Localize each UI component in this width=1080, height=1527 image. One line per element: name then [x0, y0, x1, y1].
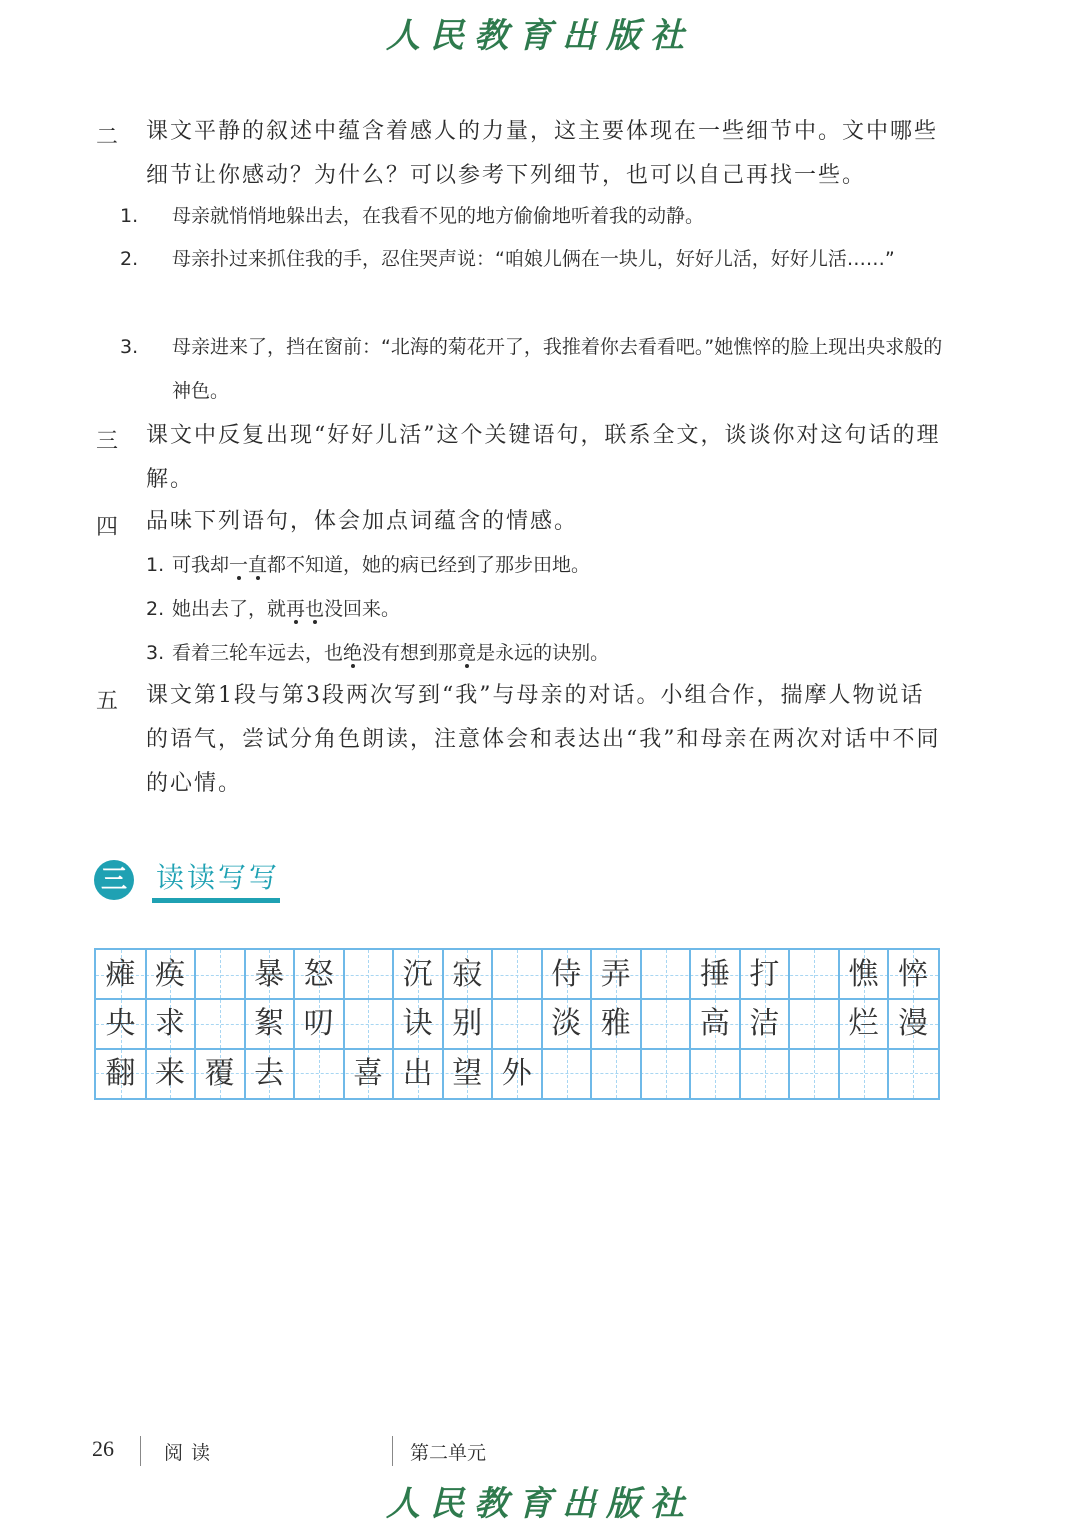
question-number: 三 — [96, 429, 119, 454]
item-number: 3. — [146, 642, 165, 664]
page-number: 26 — [92, 1436, 114, 1461]
grid-cell: 侍 — [551, 957, 582, 992]
question-text: 品味下列语句，体会加点词蕴含的情感。 — [146, 509, 579, 534]
grid-cell — [344, 950, 393, 999]
publisher-logo-top: 人民教育出版社 — [386, 16, 694, 56]
grid-cell — [492, 999, 541, 1048]
grid-cell — [839, 1049, 888, 1098]
grid-cell: 痪 — [155, 957, 186, 992]
grid-cell: 雅 — [600, 1006, 631, 1042]
dotted-char: 也 — [305, 598, 325, 620]
grid-cell — [888, 1049, 937, 1098]
item-text: 可我却 — [172, 554, 230, 576]
grid-cell — [641, 1049, 690, 1098]
section-number-icon: 三 — [94, 860, 134, 900]
item-text: 母亲扑过来抓住我的手，忍住哭声说：“咱娘儿俩在一块儿，好好儿活，好好儿活……” — [172, 248, 895, 270]
grid-cell: 暴 — [254, 957, 285, 992]
question-4 — [96, 500, 946, 544]
footer-unit-label: 第二单元 — [410, 1442, 487, 1464]
item-text: 看着三轮车远去，也 — [172, 642, 344, 664]
item-text: 没有想到那 — [362, 642, 458, 664]
question-text: 课文中反复出现“好好儿活”这个关键语句，联系全文，谈谈你对这句话的理解。 — [146, 423, 941, 492]
item-text: 母亲就悄悄地躲出去，在我看不见的地方偷偷地听着我的动静。 — [172, 205, 705, 227]
grid-cell: 漫 — [897, 1006, 928, 1042]
grid-cell: 喜 — [353, 1055, 384, 1091]
item-text: 没回来。 — [324, 598, 401, 620]
grid-cell: 求 — [155, 1006, 186, 1042]
section-underline — [152, 898, 280, 903]
grid-cell — [641, 999, 690, 1048]
grid-cell: 叨 — [303, 1006, 334, 1042]
grid-cell: 高 — [699, 1006, 730, 1042]
footer-divider — [140, 1436, 141, 1466]
grid-cell: 洁 — [749, 1006, 780, 1042]
grid-cell — [195, 999, 244, 1048]
publisher-logo-bottom: 人民教育出版社 — [386, 1484, 694, 1524]
item-text: 母亲进来了，挡在窗前：“北海的菊花开了，我推着你去看看吧。”她憔悴的脸上现出央求般的神色。 — [172, 336, 943, 402]
dotted-word — [286, 598, 324, 620]
question-3 — [96, 414, 946, 502]
dotted-word: 绝 — [343, 642, 363, 664]
grid-cell — [740, 1049, 789, 1098]
item-text: 她出去了，就 — [172, 598, 287, 620]
grid-cell: 来 — [155, 1055, 186, 1091]
footer-divider — [392, 1436, 393, 1466]
grid-cell — [789, 999, 838, 1048]
question-2 — [96, 110, 946, 198]
grid-cell: 别 — [452, 1006, 483, 1042]
grid-cell: 翻 — [105, 1055, 136, 1091]
q2-item-1 — [120, 194, 946, 238]
grid-cell: 捶 — [699, 957, 730, 992]
vocab-grid — [94, 948, 940, 1100]
grid-cell — [294, 1049, 343, 1098]
grid-cell: 央 — [105, 1006, 136, 1042]
q4-item-1 — [146, 543, 946, 587]
question-number: 二 — [96, 125, 119, 150]
q4-item-2 — [146, 587, 946, 631]
grid-cell: 怒 — [303, 957, 334, 992]
grid-cell: 絮 — [254, 1006, 285, 1042]
question-5 — [96, 674, 946, 806]
grid-cell: 淡 — [551, 1006, 582, 1042]
grid-cell: 悴 — [897, 957, 928, 992]
grid-cell: 烂 — [848, 1006, 879, 1042]
item-text: 是永远的诀别。 — [476, 642, 610, 664]
section-title: 读读写写 — [156, 861, 281, 894]
dotted-word: 竟 — [457, 642, 477, 664]
footer-section-label: 阅读 — [164, 1442, 219, 1464]
dotted-char: 一 — [229, 554, 249, 576]
section-header — [94, 856, 294, 908]
grid-cell: 弄 — [600, 957, 631, 992]
item-number: 1. — [146, 554, 165, 576]
grid-cell — [195, 950, 244, 999]
grid-cell: 出 — [402, 1055, 433, 1091]
grid-cell: 沉 — [402, 957, 433, 992]
grid-cell — [789, 950, 838, 999]
q4-item-3 — [146, 631, 946, 675]
question-number: 四 — [96, 515, 119, 540]
grid-cell — [344, 999, 393, 1048]
question-number: 五 — [96, 689, 119, 714]
grid-cell: 外 — [501, 1055, 532, 1091]
grid-cell: 覆 — [204, 1055, 235, 1091]
dotted-char: 直 — [248, 554, 268, 576]
grid-cell: 去 — [254, 1055, 285, 1091]
item-number: 2. — [146, 598, 165, 620]
item-number: 1. — [120, 205, 139, 227]
grid-cell: 瘫 — [105, 957, 136, 992]
q2-item-2 — [120, 237, 946, 281]
item-number: 3. — [120, 336, 139, 358]
grid-cell: 诀 — [402, 1006, 433, 1042]
question-text: 课文第1段与第3段两次写到“我”与母亲的对话。小组合作，揣摩人物说话的语气，尝试分角色朗读，注意体会和表达出“我”和母亲在两次对话中不同的心情。 — [146, 683, 941, 796]
item-text: 都不知道，她的病已经到了那步田地。 — [267, 554, 591, 576]
grid-cell — [492, 950, 541, 999]
grid-cell: 打 — [749, 957, 780, 992]
dotted-char: 再 — [286, 598, 306, 620]
q2-item-3 — [120, 325, 946, 413]
grid-cell — [591, 1049, 640, 1098]
grid-cell — [789, 1049, 838, 1098]
grid-cell — [690, 1049, 739, 1098]
grid-cell — [641, 950, 690, 999]
grid-cell: 憔 — [848, 957, 879, 992]
grid-cell — [542, 1049, 591, 1098]
grid-cell: 望 — [452, 1055, 483, 1091]
grid-cell: 寂 — [452, 957, 483, 992]
item-number: 2. — [120, 248, 139, 270]
question-text: 课文平静的叙述中蕴含着感人的力量，这主要体现在一些细节中。文中哪些细节让你感动？为什么？可以参考下列细节，也可以自己再找一些。 — [146, 119, 939, 188]
dotted-word — [229, 554, 267, 576]
